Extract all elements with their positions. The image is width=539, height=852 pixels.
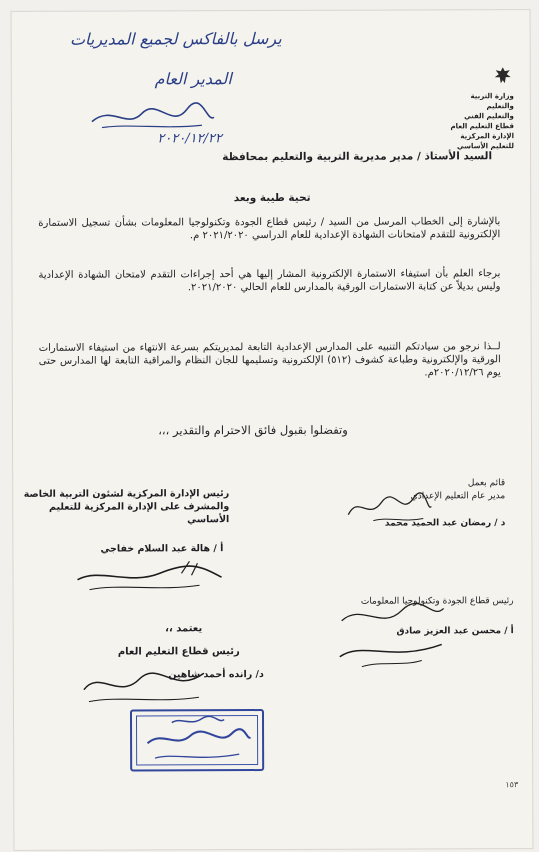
stamp-lettering xyxy=(132,711,262,769)
handwritten-referral: يرسل بالفاكس لجميع المديريات xyxy=(69,28,282,49)
signer-right-title: مدير عام التعليم الإعدادي xyxy=(410,491,506,502)
handwritten-recipient: المدير العام xyxy=(154,69,232,89)
body-paragraph-2: برجاء العلم بأن استيفاء الاستمارة الإلكترونية المشار إليها هي أحد إجراءات التقدم لامتحان الشهادة الإعدادية وليس بديلاً عن كتابة الاستمارات الورقية بالمدارس للعام الحالي ٢٠٢١/٢٠٢٠. xyxy=(38,268,501,294)
quality-sector-title: رئيس قطاع الجودة وتكنولوجيا المعلومات xyxy=(360,596,514,607)
quality-sector-name: أ / محسن عبد العزيز صادق xyxy=(396,626,514,637)
signer-left-title: رئيس الإدارة المركزية لشئون التربية الخاصة والمشرف على الإدارة المركزية للتعليم الأساسي xyxy=(23,488,230,526)
header-line-2: والتعليم الفني xyxy=(464,112,514,121)
closing-line: وتفضلوا بقبول فائق الاحترام والتقدير ،،، xyxy=(158,422,348,438)
letter-page xyxy=(11,9,534,851)
header-line-3: قطاع التعليم العام xyxy=(450,122,514,131)
handwritten-signature-top xyxy=(82,99,222,135)
page-number: ١٥٣ xyxy=(505,780,519,790)
approver-name: د/ رانده أحمد شاهين xyxy=(168,669,264,681)
handwritten-date: ٢٠٢٠/١٢/٢٢ xyxy=(157,131,223,147)
signer-acting-label: قائم بعمل xyxy=(467,478,506,489)
signature-approver xyxy=(74,659,214,705)
signer-left-name: أ / هالة عبد السلام خفاجي xyxy=(100,543,224,555)
header-line-1: وزارة التربية والتعليم xyxy=(470,92,514,111)
signature-left xyxy=(69,555,229,596)
signer-right-name: د / رمضان عبد الحميد محمد xyxy=(384,518,506,529)
header-line-4: الإدارة المركزية للتعليم الأساسي xyxy=(456,132,515,151)
approver-title: رئيس قطاع التعليم العام xyxy=(117,646,240,658)
eagle-emblem-icon xyxy=(492,65,514,87)
ministry-header xyxy=(444,65,514,151)
body-paragraph-3: لــذا نرجو من سيادتكم التنبيه على المدارس الإعدادية التابعة لمديريتكم بسرعة الانتهاء من استيفاء الاستمارات الورقية والإلكترونية وطباعة كشوف (٥١٢) الإلكترونية وتسليمها للجان النظام والمراقبة التابعة لها المدارس حتى يوم ٢٠٢٠/١٢/٢٦م. xyxy=(38,341,501,379)
body-paragraph-1: بالإشارة إلى الخطاب المرسل من السيد / رئيس قطاع الجودة وتكنولوجيا المعلومات بشأن تسجيل الاستمارة الإلكترونية للتقدم لامتحانات الشهادة الإعدادية للعام الدراسي ٢٠٢١/٢٠٢٠ م. xyxy=(38,216,501,242)
addressee-line: السيد الأستاذ / مدير مديرية التربية والتعليم بمحافظة xyxy=(222,150,493,164)
greeting: تحية طيبة وبعد xyxy=(233,191,311,205)
approval-label: يعتمد ،، xyxy=(165,623,203,635)
official-stamp xyxy=(130,709,264,771)
